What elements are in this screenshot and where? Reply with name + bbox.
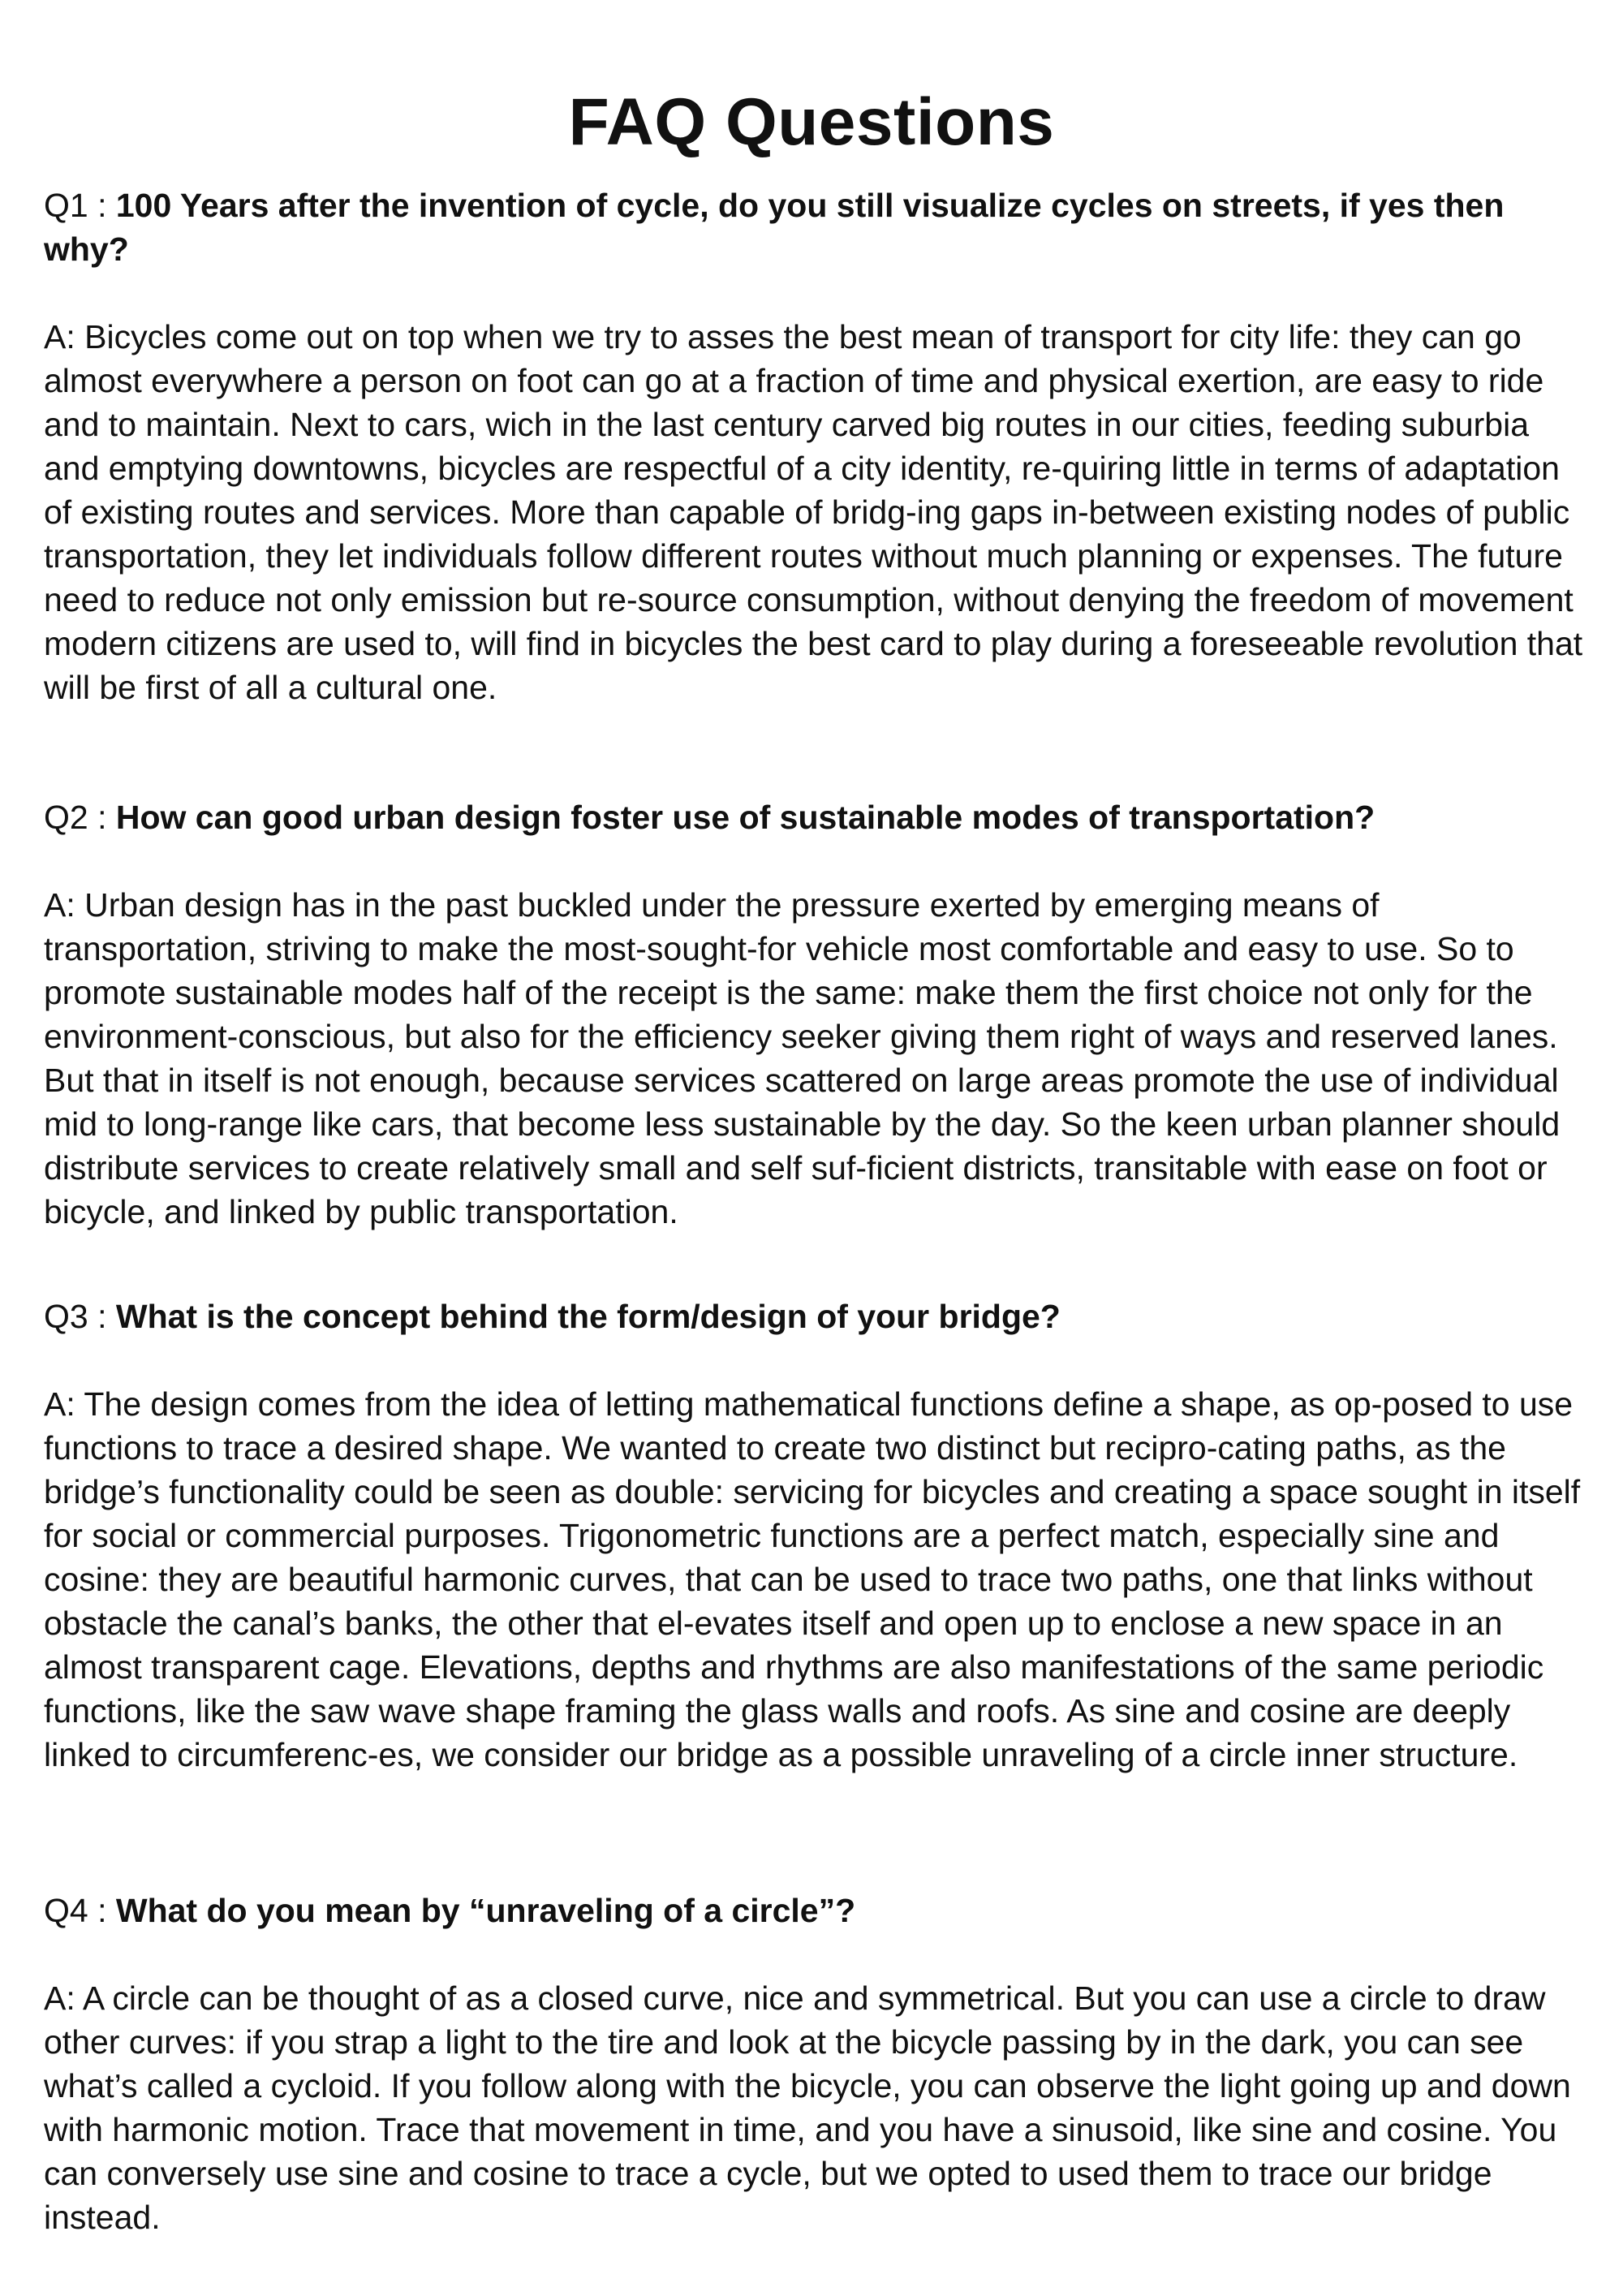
question-label: Q2 : bbox=[44, 799, 116, 836]
question-3 bbox=[44, 1294, 1586, 1338]
question-text: What do you mean by “unraveling of a circle”? bbox=[115, 1892, 856, 1929]
question-4 bbox=[44, 1889, 1586, 1932]
question-text: How can good urban design foster use of sustainable modes of transportation? bbox=[115, 799, 1375, 836]
question-1 bbox=[44, 183, 1586, 271]
question-text: What is the concept behind the form/design of your bridge? bbox=[115, 1298, 1061, 1335]
question-2 bbox=[44, 795, 1586, 839]
faq-item-2 bbox=[44, 795, 1586, 1234]
answer-4: A: A circle can be thought of as a closed curve, nice and symmetrical. But you can use a circle to draw other curves: if you strap a light to the tire and look at the bicycle passing by in the dark, you can see what’s called a cycloid. If you follow along with the bicycle, you can observe the light going up and down with harmonic motion. Trace that movement in time, and you have a sinusoid, like sine and cosine. You can conversely use sine and cosine to trace a cycle, but we opted to used them to trace our bridge instead. bbox=[44, 1979, 1571, 2236]
faq-item-1 bbox=[44, 183, 1586, 709]
question-label: Q4 : bbox=[44, 1892, 116, 1929]
faq-item-3 bbox=[44, 1294, 1586, 1777]
question-text: 100 Years after the invention of cycle, do you still visualize cycles on streets, if yes then why? bbox=[44, 187, 1505, 268]
answer-3: A: The design comes from the idea of letting mathematical functions define a shape, as op-posed to use functions to trace a desired shape. We wanted to create two distinct but recipro-cating paths, as the bridge’s functionality could be seen as double: servicing for bicycles and creating a space sought in itself for social or commercial purposes. Trigonometric functions are a perfect match, especially sine and cosine: they are beautiful harmonic curves, that can be used to trace two paths, one that links without obstacle the canal’s banks, the other that el-evates itself and open up to enclose a new space in an almost transparent cage. Elevations, depths and rhythms are also manifestations of the same periodic functions, like the saw wave shape framing the glass walls and roofs. As sine and cosine are deeply linked to circumferenc-es, we consider our bridge as a possible unraveling of a circle inner structure. bbox=[44, 1385, 1581, 1773]
question-label: Q3 : bbox=[44, 1298, 116, 1335]
answer-2: A: Urban design has in the past buckled under the pressure exerted by emerging means of transportation, striving to make the most-sought-for vehicle most comfortable and easy to use. So to promote sustainable modes half of the receipt is the same: make them the first choice not only for the environment-conscious, but also for the efficiency seeker giving them right of ways and reserved lanes. But that in itself is not enough, because services scattered on large areas promote the use of individual mid to long-range like cars, that become less sustainable by the day. So the keen urban planner should distribute services to create relatively small and self suf-ficient districts, transitable with ease on foot or bicycle, and linked by public transportation. bbox=[44, 886, 1561, 1230]
page-title: FAQ Questions bbox=[568, 85, 1055, 159]
question-label: Q1 : bbox=[44, 187, 116, 224]
faq-item-4 bbox=[44, 1889, 1586, 2239]
answer-1: A: Bicycles come out on top when we try to asses the best mean of transport for city life: they can go almost everywhere a person on foot can go at a fraction of time and physical exertion, are easy to ride and to maintain. Next to cars, wich in the last century carved big routes in our cities, feeding suburbia and emptying downtowns, bicycles are respectful of a city identity, re-quiring little in terms of adaptation of existing routes and services. More than capable of bridg-ing gaps in-between existing nodes of public transportation, they let individuals follow different routes without much planning or expenses. The future need to reduce not only emission but re-source consumption, without denying the freedom of movement modern citizens are used to, will find in bicycles the best card to play during a foreseeable revolution that will be first of all a cultural one. bbox=[44, 318, 1583, 706]
